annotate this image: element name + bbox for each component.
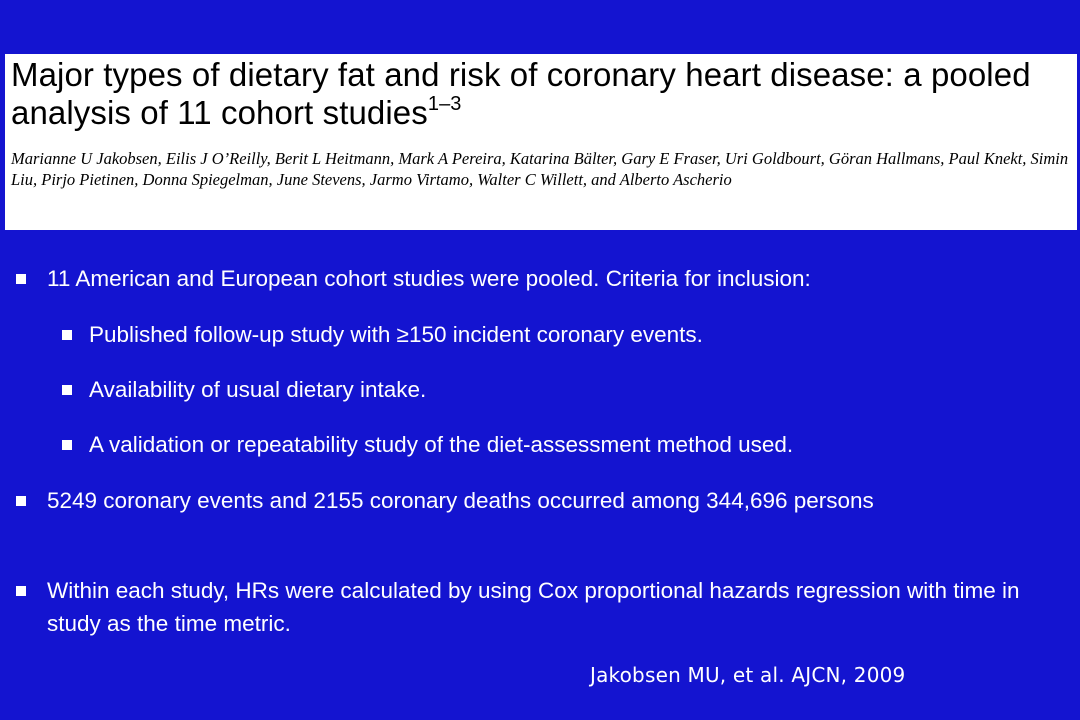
bullet-text: 5249 coronary events and 2155 coronary deaths occurred among 344,696 persons — [47, 488, 874, 513]
paper-header-image — [5, 54, 1077, 230]
bullet-marker — [16, 274, 26, 284]
sub-bullet-item — [89, 428, 1049, 461]
bullet-marker — [16, 496, 26, 506]
sub-bullet-item — [89, 373, 1049, 406]
bullet-item — [47, 262, 1047, 295]
bullet-marker — [62, 385, 72, 395]
sub-bullet-item — [89, 318, 1049, 351]
citation: Jakobsen MU, et al. AJCN, 2009 — [590, 663, 906, 687]
paper-title-text: Major types of dietary fat and risk of coronary heart disease: a pooled analysis of 11 cohort studies — [11, 56, 1031, 131]
bullet-text: Published follow-up study with ≥150 incident coronary events. — [89, 322, 703, 347]
paper-authors: Marianne U Jakobsen, Eilis J O’Reilly, Berit L Heitmann, Mark A Pereira, Katarina Bälter, Gary E Fraser, Uri Goldbourt, Göran Hallmans, Paul Knekt, Simin Liu, Pirjo Pietinen, Donna Spiegelman, June Stevens, Jarmo Virtamo, Walter C Willett, and Alberto Ascherio — [11, 149, 1069, 189]
bullet-item — [47, 574, 1047, 640]
bullet-text: Availability of usual dietary intake. — [89, 377, 427, 402]
bullet-text: 11 American and European cohort studies were pooled. Criteria for inclusion: — [47, 266, 811, 291]
paper-title — [11, 56, 1071, 132]
bullet-text: Within each study, HRs were calculated by using Cox proportional hazards regression with time in study as the time metric. — [47, 578, 1020, 636]
bullet-text: A validation or repeatability study of the diet-assessment method used. — [89, 432, 794, 457]
bullet-marker — [62, 330, 72, 340]
paper-title-superscript: 1–3 — [427, 93, 462, 115]
bullet-marker — [16, 586, 26, 596]
bullet-item — [47, 484, 1047, 517]
bullet-marker — [62, 440, 72, 450]
